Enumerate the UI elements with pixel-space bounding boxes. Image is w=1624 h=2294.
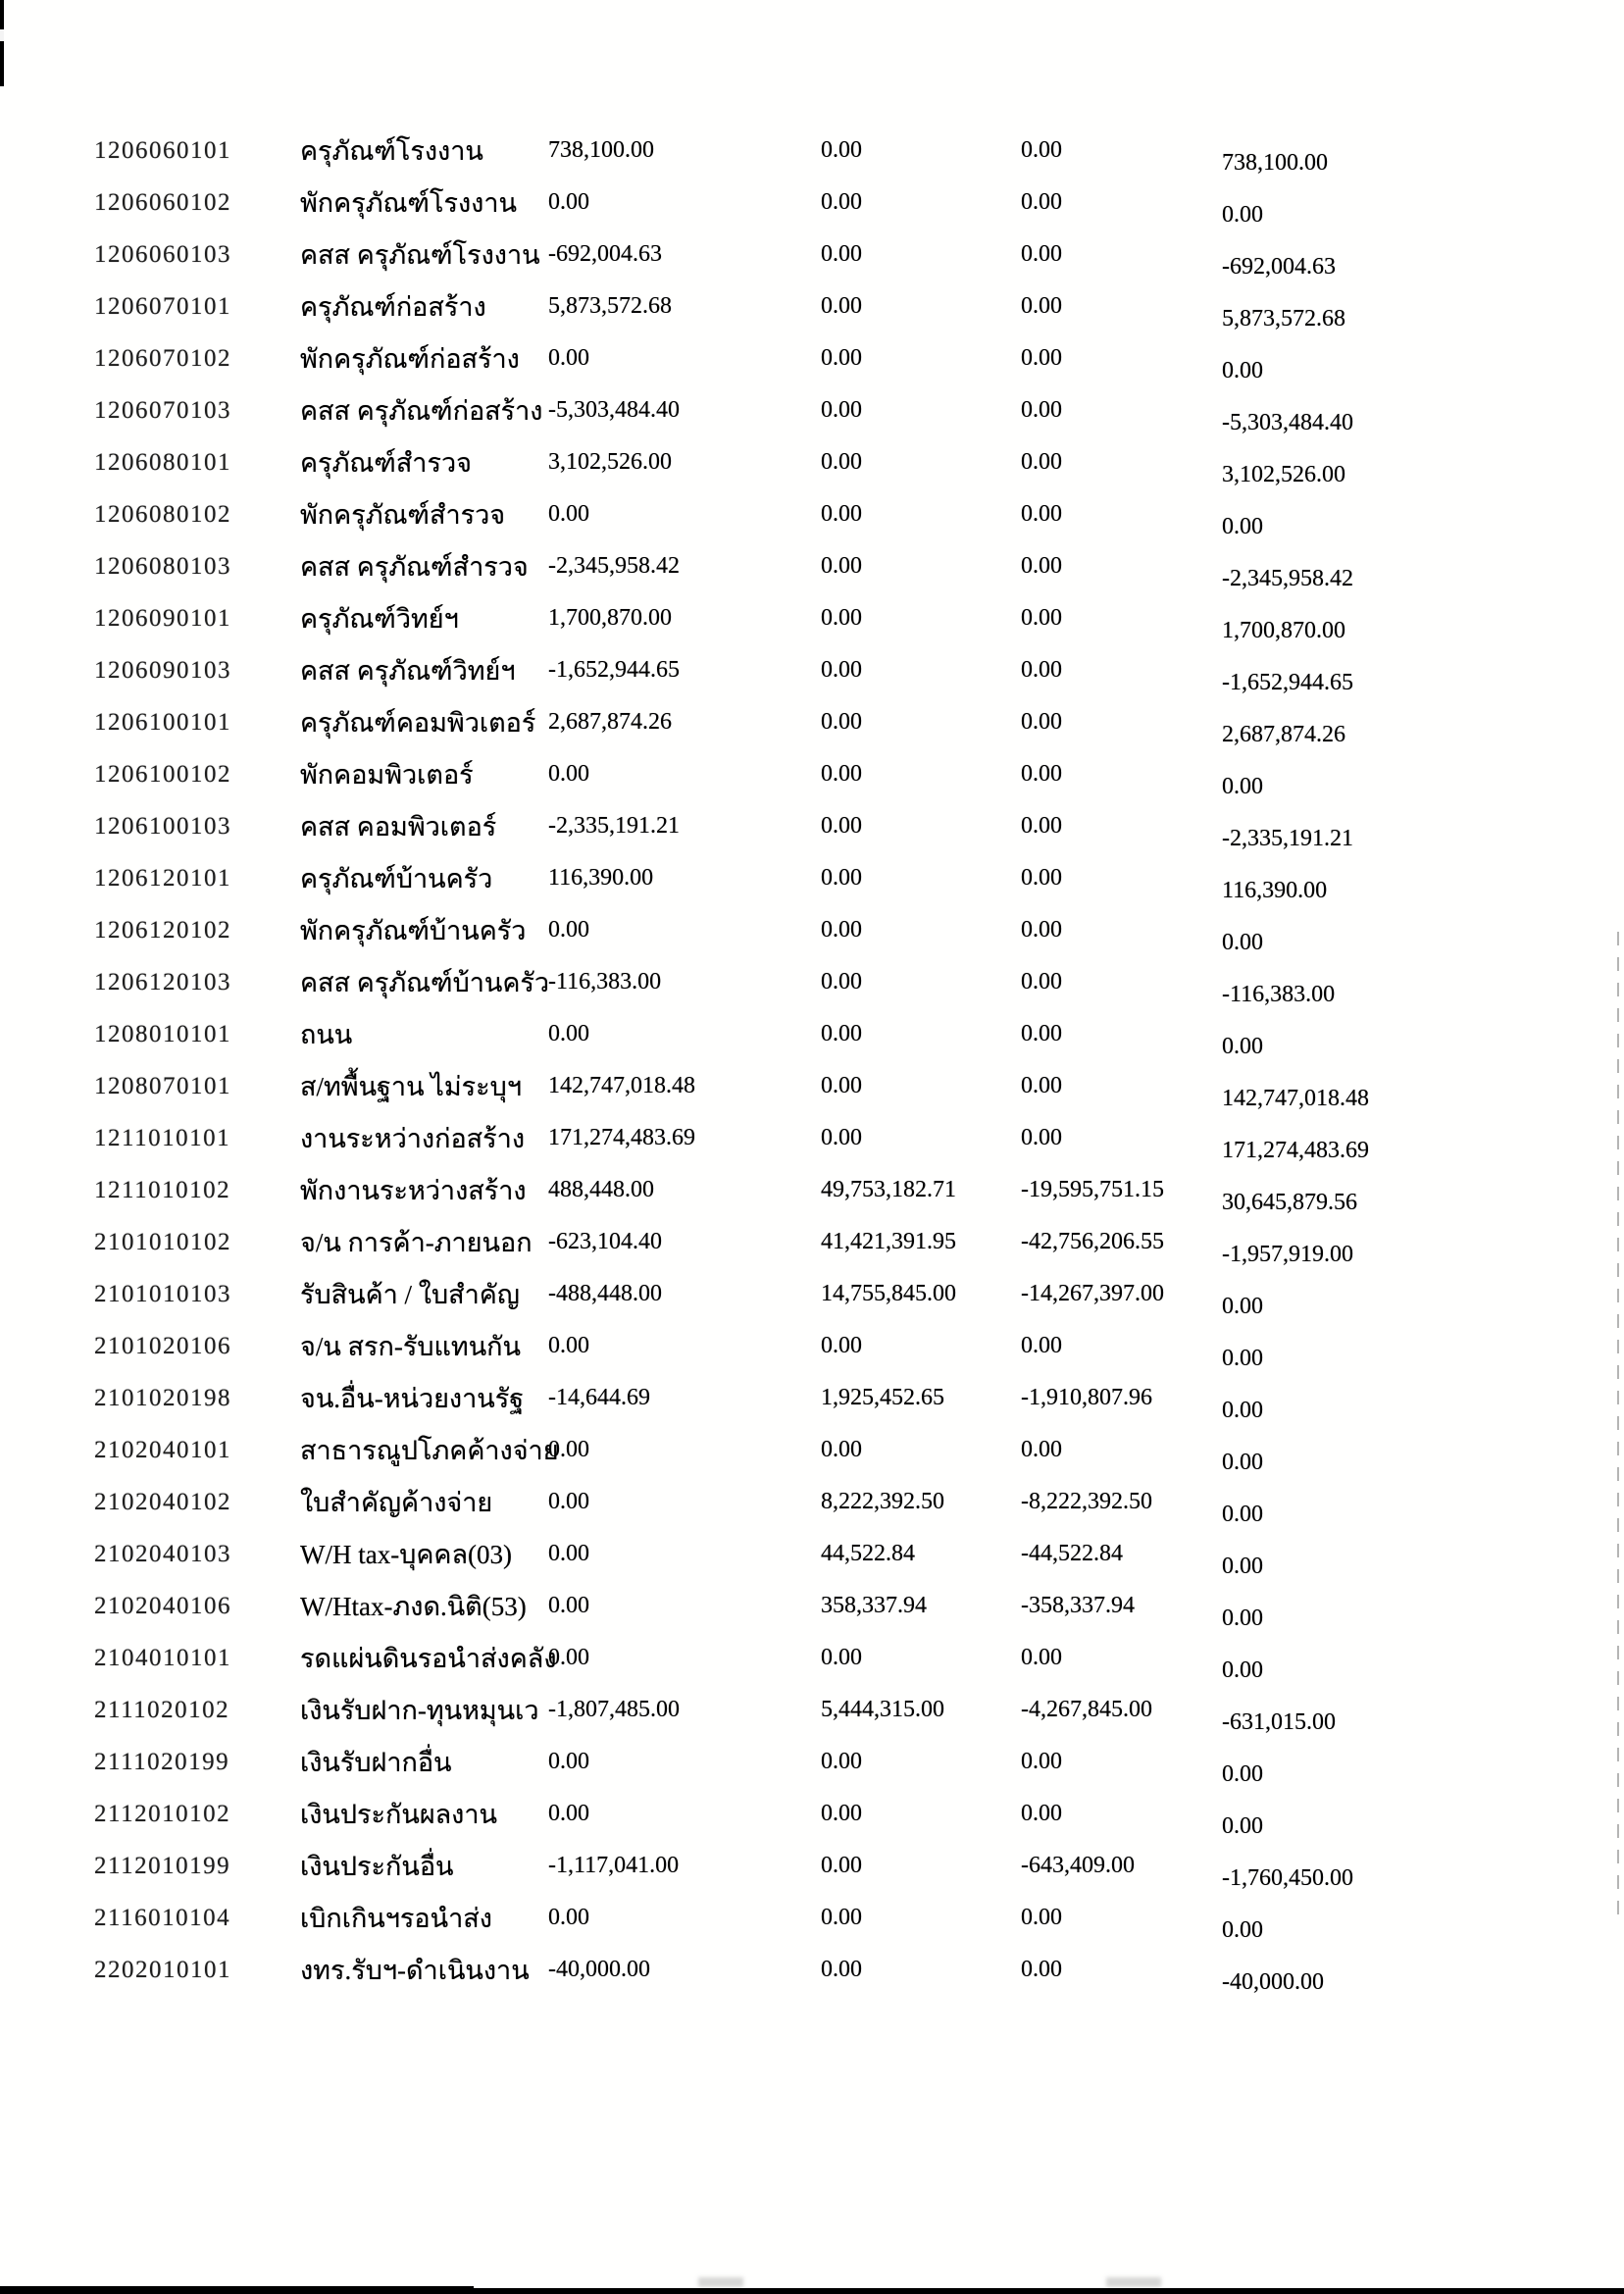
table-row [0, 1385, 1624, 1437]
amount-column-1-cell: 0.00 [548, 1749, 589, 1774]
amount-column-4-cell: 0.00 [1222, 358, 1263, 383]
account-name-cell: จ/น การค้า-ภายนอก [300, 1228, 533, 1257]
account-code-cell: 1211010101 [94, 1125, 231, 1151]
amount-column-2-cell: 0.00 [821, 657, 862, 683]
amount-column-2-cell: 0.00 [821, 969, 862, 994]
account-code-cell: 2102040101 [94, 1437, 231, 1463]
amount-column-3-cell: 0.00 [1021, 761, 1062, 787]
amount-column-4-cell: 0.00 [1222, 1346, 1263, 1371]
account-name-cell: เงินประกันผลงาน [300, 1800, 497, 1829]
table-row [0, 1437, 1624, 1489]
table-row [0, 501, 1624, 553]
account-name-cell: พักครุภัณฑ์บ้านครัว [300, 916, 527, 945]
account-name-cell: เงินรับฝากอื่น [300, 1748, 452, 1777]
account-name-cell: W/Htax-ภงด.นิติ(53) [300, 1592, 527, 1621]
account-name-cell: ครุภัณฑ์โรงงาน [300, 136, 483, 166]
account-balance-table [0, 137, 1624, 2009]
account-code-cell: 1206080102 [94, 501, 231, 528]
account-code-cell: 2116010104 [94, 1905, 231, 1931]
amount-column-4-cell: 3,102,526.00 [1222, 462, 1345, 487]
amount-column-1-cell: -623,104.40 [548, 1229, 662, 1254]
amount-column-3-cell: 0.00 [1021, 1645, 1062, 1670]
amount-column-4-cell: -631,015.00 [1222, 1709, 1336, 1735]
amount-column-2-cell: 0.00 [821, 1437, 862, 1462]
amount-column-2-cell: 0.00 [821, 137, 862, 163]
account-code-cell: 1206070103 [94, 397, 231, 424]
amount-column-1-cell: 0.00 [548, 1489, 589, 1514]
table-row [0, 241, 1624, 293]
table-row [0, 761, 1624, 813]
amount-column-4-cell: 142,747,018.48 [1222, 1086, 1369, 1111]
amount-column-4-cell: 0.00 [1222, 1606, 1263, 1631]
amount-column-2-cell: 0.00 [821, 241, 862, 267]
account-name-cell: พักคอมพิวเตอร์ [300, 760, 474, 790]
table-row [0, 1073, 1624, 1125]
amount-column-4-cell: 30,645,879.56 [1222, 1190, 1357, 1215]
account-code-cell: 1206060103 [94, 241, 231, 268]
account-name-cell: สาธารณูปโภคค้างจ่าย [300, 1436, 559, 1465]
amount-column-2-cell: 0.00 [821, 1957, 862, 1982]
account-name-cell: พักครุภัณฑ์ก่อสร้าง [300, 344, 520, 374]
amount-column-2-cell: 0.00 [821, 917, 862, 943]
amount-column-4-cell: 0.00 [1222, 774, 1263, 799]
table-row [0, 605, 1624, 657]
account-code-cell: 1206120101 [94, 865, 231, 892]
amount-column-3-cell: 0.00 [1021, 501, 1062, 527]
account-code-cell: 1208010101 [94, 1021, 231, 1047]
amount-column-2-cell: 0.00 [821, 605, 862, 631]
amount-column-3-cell: 0.00 [1021, 1437, 1062, 1462]
amount-column-4-cell: -1,957,919.00 [1222, 1242, 1353, 1267]
amount-column-2-cell: 0.00 [821, 501, 862, 527]
account-name-cell: ครุภัณฑ์ก่อสร้าง [300, 292, 486, 322]
account-name-cell: รดแผ่นดินรอนำส่งคลัง [300, 1644, 557, 1673]
amount-column-4-cell: -2,335,191.21 [1222, 826, 1353, 851]
table-row [0, 1697, 1624, 1749]
amount-column-3-cell: -1,910,807.96 [1021, 1385, 1152, 1410]
amount-column-2-cell: 1,925,452.65 [821, 1385, 944, 1410]
account-code-cell: 1206120102 [94, 917, 231, 943]
amount-column-4-cell: 0.00 [1222, 1034, 1263, 1059]
amount-column-3-cell: 0.00 [1021, 1749, 1062, 1774]
scan-artifact-smudge [698, 2277, 743, 2287]
account-name-cell: ครุภัณฑ์วิทย์ฯ [300, 604, 459, 634]
amount-column-1-cell: -1,652,944.65 [548, 657, 680, 683]
account-code-cell: 1206060102 [94, 189, 231, 216]
scan-artifact-bottom-edge-bar-left [0, 2286, 474, 2294]
amount-column-2-cell: 49,753,182.71 [821, 1177, 956, 1202]
account-name-cell: ครุภัณฑ์สำรวจ [300, 448, 472, 478]
amount-column-1-cell: 1,700,870.00 [548, 605, 672, 631]
amount-column-4-cell: -2,345,958.42 [1222, 566, 1353, 591]
amount-column-4-cell: 0.00 [1222, 1398, 1263, 1423]
account-name-cell: พักครุภัณฑ์สำรวจ [300, 500, 506, 530]
amount-column-1-cell: 0.00 [548, 761, 589, 787]
amount-column-1-cell: -40,000.00 [548, 1957, 650, 1982]
table-row [0, 1177, 1624, 1229]
amount-column-4-cell: 1,700,870.00 [1222, 618, 1345, 643]
amount-column-2-cell: 0.00 [821, 1801, 862, 1826]
account-name-cell: คสส ครุภัณฑ์บ้านครัว [300, 968, 550, 997]
amount-column-2-cell: 5,444,315.00 [821, 1697, 944, 1722]
amount-column-1-cell: 488,448.00 [548, 1177, 654, 1202]
amount-column-4-cell: 0.00 [1222, 202, 1263, 228]
amount-column-2-cell: 0.00 [821, 345, 862, 371]
amount-column-1-cell: 0.00 [548, 189, 589, 215]
amount-column-1-cell: 0.00 [548, 917, 589, 943]
account-name-cell: รับสินค้า / ใบสำคัญ [300, 1280, 520, 1309]
amount-column-1-cell: 0.00 [548, 1593, 589, 1618]
account-code-cell: 1211010102 [94, 1177, 231, 1203]
amount-column-1-cell: 116,390.00 [548, 865, 654, 891]
account-name-cell: ครุภัณฑ์คอมพิวเตอร์ [300, 708, 536, 738]
table-row [0, 1541, 1624, 1593]
amount-column-4-cell: 0.00 [1222, 1294, 1263, 1319]
amount-column-2-cell: 44,522.84 [821, 1541, 915, 1566]
account-name-cell: จน.อื่น-หน่วยงานรัฐ [300, 1384, 525, 1413]
account-code-cell: 2102040102 [94, 1489, 231, 1515]
amount-column-1-cell: 0.00 [548, 1905, 589, 1930]
account-code-cell: 1206100102 [94, 761, 231, 788]
amount-column-2-cell: 0.00 [821, 1073, 862, 1098]
scan-artifact-smudge [1106, 2277, 1161, 2287]
amount-column-4-cell: 0.00 [1222, 1761, 1263, 1787]
account-code-cell: 1206090101 [94, 605, 231, 632]
amount-column-2-cell: 0.00 [821, 1853, 862, 1878]
amount-column-1-cell: 2,687,874.26 [548, 709, 672, 735]
table-row [0, 345, 1624, 397]
table-row [0, 917, 1624, 969]
table-row [0, 293, 1624, 345]
amount-column-1-cell: -5,303,484.40 [548, 397, 680, 423]
amount-column-3-cell: 0.00 [1021, 1801, 1062, 1826]
amount-column-1-cell: 142,747,018.48 [548, 1073, 695, 1098]
table-row [0, 1905, 1624, 1957]
amount-column-4-cell: -1,760,450.00 [1222, 1865, 1353, 1891]
amount-column-3-cell: 0.00 [1021, 137, 1062, 163]
account-name-cell: คสส ครุภัณฑ์ก่อสร้าง [300, 396, 543, 426]
table-row [0, 1593, 1624, 1645]
amount-column-3-cell: -4,267,845.00 [1021, 1697, 1152, 1722]
amount-column-2-cell: 0.00 [821, 449, 862, 475]
account-code-cell: 1206080103 [94, 553, 231, 580]
amount-column-3-cell: -44,522.84 [1021, 1541, 1123, 1566]
amount-column-1-cell: 171,274,483.69 [548, 1125, 695, 1150]
account-name-cell: เงินรับฝาก-ทุนหมุนเว [300, 1696, 539, 1725]
account-code-cell: 1206090103 [94, 657, 231, 684]
account-name-cell: พักงานระหว่างสร้าง [300, 1176, 527, 1205]
table-row [0, 709, 1624, 761]
amount-column-3-cell: 0.00 [1021, 605, 1062, 631]
amount-column-1-cell: 5,873,572.68 [548, 293, 672, 319]
table-row [0, 553, 1624, 605]
amount-column-3-cell: 0.00 [1021, 1073, 1062, 1098]
table-row [0, 1749, 1624, 1801]
table-row [0, 1645, 1624, 1697]
amount-column-1-cell: 0.00 [548, 501, 589, 527]
scan-artifact-right-edge-line [1617, 932, 1619, 1922]
amount-column-1-cell: -14,644.69 [548, 1385, 650, 1410]
amount-column-3-cell: 0.00 [1021, 345, 1062, 371]
account-code-cell: 2111020102 [94, 1697, 230, 1723]
amount-column-1-cell: 0.00 [548, 1437, 589, 1462]
account-code-cell: 1206070101 [94, 293, 231, 320]
amount-column-1-cell: -488,448.00 [548, 1281, 662, 1306]
amount-column-4-cell: 5,873,572.68 [1222, 306, 1345, 331]
amount-column-1-cell: 0.00 [548, 1021, 589, 1046]
amount-column-4-cell: 738,100.00 [1222, 150, 1328, 176]
account-name-cell: ครุภัณฑ์บ้านครัว [300, 864, 493, 893]
account-name-cell: ส/ทพื้นฐาน ไม่ระบุฯ [300, 1072, 522, 1101]
amount-column-2-cell: 0.00 [821, 1333, 862, 1358]
amount-column-4-cell: -5,303,484.40 [1222, 410, 1353, 435]
amount-column-3-cell: 0.00 [1021, 553, 1062, 579]
table-row [0, 189, 1624, 241]
amount-column-4-cell: -692,004.63 [1222, 254, 1336, 280]
amount-column-3-cell: 0.00 [1021, 1333, 1062, 1358]
amount-column-1-cell: 0.00 [548, 345, 589, 371]
amount-column-2-cell: 0.00 [821, 865, 862, 891]
account-code-cell: 1206100103 [94, 813, 231, 840]
account-code-cell: 2101020198 [94, 1385, 231, 1411]
account-code-cell: 1206120103 [94, 969, 231, 995]
amount-column-3-cell: -643,409.00 [1021, 1853, 1135, 1878]
table-row [0, 1853, 1624, 1905]
amount-column-2-cell: 0.00 [821, 709, 862, 735]
amount-column-3-cell: -8,222,392.50 [1021, 1489, 1152, 1514]
amount-column-2-cell: 41,421,391.95 [821, 1229, 956, 1254]
amount-column-1-cell: 0.00 [548, 1541, 589, 1566]
amount-column-3-cell: 0.00 [1021, 1021, 1062, 1046]
account-code-cell: 2112010199 [94, 1853, 231, 1879]
account-code-cell: 1206060101 [94, 137, 231, 164]
account-name-cell: ใบสำคัญค้างจ่าย [300, 1488, 493, 1517]
amount-column-3-cell: 0.00 [1021, 657, 1062, 683]
account-name-cell: ถนน [300, 1020, 353, 1049]
amount-column-4-cell: 0.00 [1222, 1813, 1263, 1839]
amount-column-2-cell: 0.00 [821, 761, 862, 787]
table-row [0, 1021, 1624, 1073]
amount-column-2-cell: 0.00 [821, 1749, 862, 1774]
amount-column-4-cell: 171,274,483.69 [1222, 1138, 1369, 1163]
amount-column-2-cell: 0.00 [821, 553, 862, 579]
amount-column-3-cell: -42,756,206.55 [1021, 1229, 1164, 1254]
table-row [0, 1801, 1624, 1853]
amount-column-3-cell: -14,267,397.00 [1021, 1281, 1164, 1306]
amount-column-4-cell: -116,383.00 [1222, 982, 1336, 1007]
amount-column-1-cell: 0.00 [548, 1645, 589, 1670]
scan-artifact-left-edge-notch [0, 29, 4, 41]
amount-column-3-cell: 0.00 [1021, 241, 1062, 267]
amount-column-4-cell: 0.00 [1222, 1554, 1263, 1579]
table-row [0, 969, 1624, 1021]
amount-column-3-cell: 0.00 [1021, 917, 1062, 943]
amount-column-2-cell: 0.00 [821, 1021, 862, 1046]
amount-column-2-cell: 0.00 [821, 1645, 862, 1670]
amount-column-3-cell: 0.00 [1021, 449, 1062, 475]
account-code-cell: 1206100101 [94, 709, 231, 736]
amount-column-3-cell: -358,337.94 [1021, 1593, 1135, 1618]
amount-column-1-cell: -1,117,041.00 [548, 1853, 680, 1878]
amount-column-4-cell: 0.00 [1222, 1502, 1263, 1527]
table-row [0, 1489, 1624, 1541]
amount-column-1-cell: 3,102,526.00 [548, 449, 672, 475]
account-name-cell: คสส คอมพิวเตอร์ [300, 812, 497, 841]
account-name-cell: เงินประกันอื่น [300, 1852, 454, 1881]
table-row [0, 1125, 1624, 1177]
account-code-cell: 1206080101 [94, 449, 231, 476]
amount-column-3-cell: 0.00 [1021, 865, 1062, 891]
account-name-cell: พักครุภัณฑ์โรงงาน [300, 188, 517, 218]
amount-column-2-cell: 8,222,392.50 [821, 1489, 944, 1514]
amount-column-4-cell: 0.00 [1222, 1450, 1263, 1475]
amount-column-2-cell: 0.00 [821, 1125, 862, 1150]
account-name-cell: เบิกเกินฯรอนำส่ง [300, 1904, 492, 1933]
account-code-cell: 2111020199 [94, 1749, 230, 1775]
account-code-cell: 2202010101 [94, 1957, 231, 1983]
account-name-cell: W/H tax-บุคคล(03) [300, 1540, 512, 1569]
amount-column-1-cell: -116,383.00 [548, 969, 662, 994]
amount-column-1-cell: 0.00 [548, 1333, 589, 1358]
amount-column-4-cell: 0.00 [1222, 514, 1263, 539]
amount-column-3-cell: 0.00 [1021, 709, 1062, 735]
account-code-cell: 2104010101 [94, 1645, 231, 1671]
amount-column-4-cell: -1,652,944.65 [1222, 670, 1353, 695]
account-code-cell: 1208070101 [94, 1073, 231, 1099]
amount-column-1-cell: -2,335,191.21 [548, 813, 680, 839]
amount-column-2-cell: 0.00 [821, 397, 862, 423]
amount-column-4-cell: 0.00 [1222, 1917, 1263, 1943]
scan-artifact-left-edge-mark [0, 0, 4, 86]
amount-column-4-cell: 0.00 [1222, 930, 1263, 955]
account-code-cell: 2102040106 [94, 1593, 231, 1619]
amount-column-3-cell: -19,595,751.15 [1021, 1177, 1164, 1202]
amount-column-3-cell: 0.00 [1021, 397, 1062, 423]
amount-column-1-cell: 738,100.00 [548, 137, 654, 163]
amount-column-2-cell: 0.00 [821, 293, 862, 319]
table-row [0, 137, 1624, 189]
table-row [0, 1333, 1624, 1385]
table-row [0, 1281, 1624, 1333]
amount-column-3-cell: 0.00 [1021, 969, 1062, 994]
amount-column-4-cell: 116,390.00 [1222, 878, 1328, 903]
amount-column-3-cell: 0.00 [1021, 813, 1062, 839]
amount-column-3-cell: 0.00 [1021, 1125, 1062, 1150]
amount-column-4-cell: 2,687,874.26 [1222, 722, 1345, 747]
amount-column-2-cell: 14,755,845.00 [821, 1281, 956, 1306]
amount-column-3-cell: 0.00 [1021, 1905, 1062, 1930]
account-name-cell: งานระหว่างก่อสร้าง [300, 1124, 525, 1153]
account-name-cell: คสส ครุภัณฑ์โรงงาน [300, 240, 540, 270]
account-code-cell: 2101020106 [94, 1333, 231, 1359]
account-code-cell: 2101010102 [94, 1229, 231, 1255]
table-row [0, 813, 1624, 865]
table-row [0, 449, 1624, 501]
amount-column-3-cell: 0.00 [1021, 293, 1062, 319]
amount-column-4-cell: -40,000.00 [1222, 1969, 1324, 1995]
account-name-cell: จ/น สรก-รับแทนกัน [300, 1332, 521, 1361]
amount-column-2-cell: 0.00 [821, 189, 862, 215]
amount-column-1-cell: -1,807,485.00 [548, 1697, 680, 1722]
account-code-cell: 1206070102 [94, 345, 231, 372]
account-code-cell: 2101010103 [94, 1281, 231, 1307]
account-name-cell: งทร.รับฯ-ดำเนินงาน [300, 1956, 530, 1985]
amount-column-2-cell: 0.00 [821, 1905, 862, 1930]
amount-column-3-cell: 0.00 [1021, 1957, 1062, 1982]
table-row [0, 397, 1624, 449]
amount-column-3-cell: 0.00 [1021, 189, 1062, 215]
amount-column-2-cell: 358,337.94 [821, 1593, 927, 1618]
amount-column-1-cell: -2,345,958.42 [548, 553, 680, 579]
account-name-cell: คสส ครุภัณฑ์วิทย์ฯ [300, 656, 516, 686]
table-row [0, 657, 1624, 709]
account-code-cell: 2102040103 [94, 1541, 231, 1567]
amount-column-1-cell: -692,004.63 [548, 241, 662, 267]
amount-column-4-cell: 0.00 [1222, 1657, 1263, 1683]
amount-column-1-cell: 0.00 [548, 1801, 589, 1826]
table-row [0, 1957, 1624, 2009]
account-code-cell: 2112010102 [94, 1801, 231, 1827]
table-row [0, 865, 1624, 917]
account-name-cell: คสส ครุภัณฑ์สำรวจ [300, 552, 529, 582]
amount-column-2-cell: 0.00 [821, 813, 862, 839]
table-row [0, 1229, 1624, 1281]
